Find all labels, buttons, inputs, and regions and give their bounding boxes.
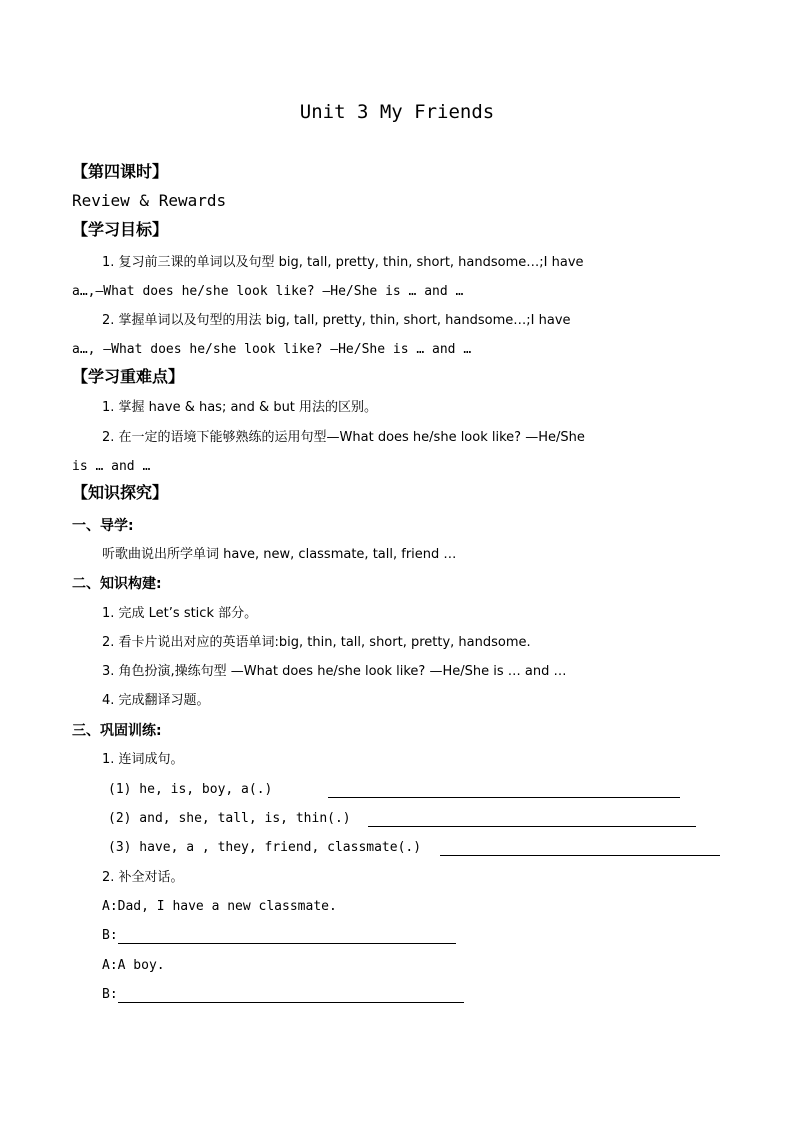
dialog-blank-1[interactable] xyxy=(118,943,456,944)
key-points-heading: 【学习重难点】 xyxy=(72,367,185,386)
dialog-line-3: A:A boy. xyxy=(102,958,165,973)
section-build-title: 二、知识构建: xyxy=(72,576,162,592)
lesson-heading: 【第四课时】 xyxy=(72,162,169,181)
section-practice-title: 三、巩固训练: xyxy=(72,723,162,739)
key-point-2-line-1: 2. 在一定的语境下能够熟练的运用句型—What does he/she look like? —He/She xyxy=(102,430,585,445)
explore-heading: 【知识探究】 xyxy=(72,483,169,502)
subtitle: Review & Rewards xyxy=(72,191,227,210)
guide-text: 听歌曲说出所学单词 have, new, classmate, tall, friend … xyxy=(102,547,457,562)
objective-2-line-2: a…, —What does he/she look like? —He/She is … and … xyxy=(72,342,472,357)
dialog-line-2-label: B: xyxy=(102,928,118,943)
objective-1-line-1: 1. 复习前三课的单词以及句型 big, tall, pretty, thin, short, handsome…;I have xyxy=(102,255,584,270)
build-item-4: 4. 完成翻译习题。 xyxy=(102,693,210,708)
exercise-1-title: 1. 连词成句。 xyxy=(102,752,184,767)
exercise-2-title: 2. 补全对话。 xyxy=(102,870,184,885)
objective-2-line-1: 2. 掌握单词以及句型的用法 big, tall, pretty, thin, short, handsome…;I have xyxy=(102,313,571,328)
objective-1-line-2: a…,—What does he/she look like? —He/She is … and … xyxy=(72,284,464,299)
section-guide-title: 一、导学: xyxy=(72,518,134,534)
exercise-1-question-1: (1) he, is, boy, a(.) xyxy=(108,782,273,797)
dialog-blank-2[interactable] xyxy=(118,1002,464,1003)
answer-blank-3[interactable] xyxy=(440,855,720,856)
exercise-1-question-2: (2) and, she, tall, is, thin(.) xyxy=(108,811,351,826)
build-item-3: 3. 角色扮演,操练句型 —What does he/she look like? —He/She is … and … xyxy=(102,664,567,679)
key-point-2-line-2: is … and … xyxy=(72,459,151,474)
page-title: Unit 3 My Friends xyxy=(299,101,495,123)
dialog-line-1: A:Dad, I have a new classmate. xyxy=(102,899,337,914)
build-item-2: 2. 看卡片说出对应的英语单词:big, thin, tall, short, pretty, handsome. xyxy=(102,635,531,650)
answer-blank-2[interactable] xyxy=(368,826,696,827)
dialog-line-4-label: B: xyxy=(102,987,118,1002)
exercise-1-question-3: (3) have, a , they, friend, classmate(.) xyxy=(108,840,422,855)
build-item-1: 1. 完成 Let’s stick 部分。 xyxy=(102,606,258,621)
key-point-1: 1. 掌握 have & has; and & but 用法的区别。 xyxy=(102,400,378,415)
objectives-heading: 【学习目标】 xyxy=(72,220,169,239)
answer-blank-1[interactable] xyxy=(328,797,680,798)
